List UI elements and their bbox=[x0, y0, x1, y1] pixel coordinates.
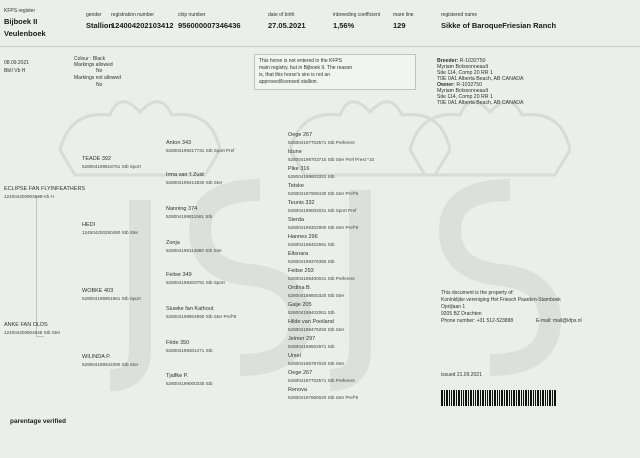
pedigree-g2-name: WOBKE 403 bbox=[82, 288, 114, 294]
markings-allowed-value: No bbox=[96, 68, 103, 74]
code-field: BbII Vb H bbox=[4, 68, 26, 74]
pedigree-g3-number: 528004199811561 Stb bbox=[166, 214, 213, 219]
pedigree-g4-name: Eltsnara bbox=[288, 251, 309, 257]
breeder-label: Breeder: bbox=[437, 58, 459, 64]
pedigree-g4-number: 528004198402691 Stb bbox=[288, 242, 335, 247]
property-line: 9205 BZ Drachten bbox=[441, 311, 482, 317]
pedigree-g4-number: 528004198502971 Stb bbox=[288, 344, 335, 349]
registered-name-value: Sikke of BaroqueFriesian Ranch bbox=[441, 21, 557, 30]
phone-number: Phone number: +31 512-523888 bbox=[441, 318, 514, 324]
pedigree-g4-number: 528004198402061 Stb bbox=[288, 310, 335, 315]
notice-box bbox=[254, 54, 416, 90]
register-value: Bijboek II bbox=[4, 17, 38, 26]
pedigree-g3-number: 528004199303791 Stb Sport bbox=[166, 280, 225, 285]
pedigree-g4-name: Renova bbox=[288, 387, 307, 393]
notice-line: is, that this horse's sire is not an bbox=[259, 72, 330, 78]
pedigree-g3-number: 528004199414830 Stb Ster bbox=[166, 180, 223, 185]
pedigree-g2-name: WILINDA P. bbox=[82, 354, 111, 360]
pedigree-g3-number: 528004199301471 Stb bbox=[166, 348, 213, 353]
pedigree-g4-name: Jelmer 297 bbox=[288, 336, 316, 342]
dam-number: 124004200804548 Stb Ster bbox=[4, 330, 61, 335]
owner-label: Owner: bbox=[437, 82, 455, 88]
pedigree-g4-number: 528004198600320 Stb Ster bbox=[288, 293, 345, 298]
mare-line-value: 129 bbox=[393, 21, 406, 30]
registration-number-label: registration number bbox=[111, 12, 155, 18]
markings-not-allowed-label: Markings not allowed bbox=[74, 75, 121, 81]
pedigree-g4-number: 528004197908430 Stb Ster Pref*6 bbox=[288, 191, 359, 196]
pedigree-g4-name: Oege 267 bbox=[288, 370, 313, 376]
pedigree-g4-name: Hilde van Pooiland bbox=[288, 319, 334, 325]
pedigree-g4-name: Idune bbox=[288, 149, 302, 155]
property-line: Koninklijke vereniging Het Friesch Paarden-Stamboek bbox=[441, 297, 561, 303]
pedigree-g3-name: Anton 343 bbox=[166, 140, 192, 146]
pedigree-g2-number: 528004199818761 Stb Sport bbox=[82, 164, 141, 169]
pedigree-g3-name: Feitse 349 bbox=[166, 272, 192, 278]
parentage-verified: parentage verified bbox=[10, 418, 66, 425]
pedigree-g4-name: Pike 316 bbox=[288, 166, 310, 172]
breeder-line: Myriam Bolssonneault bbox=[437, 64, 489, 70]
date-field: 08.09.2021 bbox=[4, 60, 30, 66]
pedigree-g4-number: 528004199302900 Stb Ster Pref*8 bbox=[288, 225, 359, 230]
owner-line: Site 114, Comp 20 RR 1 bbox=[437, 94, 493, 100]
pedigree-g4-number: 528004198703710 Stb Ster Pref Prest *10 bbox=[288, 157, 375, 162]
pedigree-g2-number: 528004199901951 Stb Sport bbox=[82, 296, 141, 301]
pedigree-g4-number: 528004198476250 Stb Ster bbox=[288, 327, 345, 332]
pedigree-g2-number: 124504200250480 Stb Ster bbox=[82, 230, 139, 235]
pedigree-g2-number: 528004199942390 Stb Ster bbox=[82, 362, 139, 367]
markings-not-allowed-value: No bbox=[96, 82, 103, 88]
pedigree-g2-name: TEADE 392 bbox=[82, 156, 112, 162]
property-line: This document is the property of: bbox=[441, 290, 514, 296]
pedigree-g4-number: 528004198400041 Stb Preferent bbox=[288, 276, 355, 281]
pedigree-connector bbox=[36, 336, 44, 337]
pedigree-g4-name: Sierda bbox=[288, 217, 304, 223]
gender-label: gender bbox=[86, 12, 102, 18]
chip-number-value: 956000007346436 bbox=[178, 21, 241, 30]
pedigree-g3-name: Nanning 374 bbox=[166, 206, 198, 212]
pedigree-g2-name: HEDI bbox=[82, 222, 96, 228]
property-line: Oprijlaan 1 bbox=[441, 304, 466, 310]
breeder-block bbox=[437, 58, 524, 106]
pedigree-g4-number: 528004197860020 Stb Ster Pref*5 bbox=[288, 395, 359, 400]
breeder-line: T0E 0A1 Alberta Beach, AB CANADA bbox=[437, 76, 524, 82]
date-of-birth-label: date of birth bbox=[268, 12, 295, 18]
registered-name-label: registered name bbox=[441, 12, 478, 18]
pedigree-connector bbox=[36, 196, 37, 336]
pedigree-g4-name: Gaije 205 bbox=[288, 302, 312, 308]
chip-number-label: chip number bbox=[178, 12, 206, 18]
dam-name: ANKE FAN OLDS bbox=[4, 322, 48, 328]
owner-line: T0E 0A1 Alberta Beach, AB CANADA bbox=[437, 100, 524, 106]
barcode bbox=[441, 390, 584, 406]
pedigree-g4-number: 528004198603331 Stb bbox=[288, 174, 335, 179]
pedigree-g4-name: Feitse 293 bbox=[288, 268, 314, 274]
pedigree-g4-name: Oege 267 bbox=[288, 132, 313, 138]
notice-line: approved/licensed stallion. bbox=[259, 79, 318, 85]
date-of-birth-value: 27.05.2021 bbox=[268, 21, 306, 30]
issued-date: issued 21.09.2021 bbox=[441, 372, 482, 378]
sire-name: ECLIPSE FAN FLYINFEATHERS bbox=[4, 186, 86, 192]
pedigree-g4-name: Ordina B. bbox=[288, 285, 312, 291]
pedigree-g4-name: Hannes 296 bbox=[288, 234, 318, 240]
pedigree-g4-number: 528004197702571 Stb Preferent bbox=[288, 140, 355, 145]
header-divider bbox=[0, 46, 640, 47]
pedigree-g4-name: Tetske bbox=[288, 183, 304, 189]
pedigree-g3-number: 528004199804990 Stb Ster Pref*8 bbox=[166, 314, 237, 319]
pedigree-g4-number: 528004198797020 Stb Ster bbox=[288, 361, 345, 366]
owner-line: Myriam Bolssonneault bbox=[437, 88, 489, 94]
pedigree-g4-name: Teunis 332 bbox=[288, 200, 315, 206]
pedigree-g3-name: Irma van 't Zuid bbox=[166, 172, 204, 178]
pedigree-g4-number: 528004198376360 Stb bbox=[288, 259, 335, 264]
pedigree-g3-name: Tjalfke P. bbox=[166, 373, 189, 379]
notice-line: This horse is not entered in the KFPS bbox=[259, 58, 343, 64]
colour-field: Colour : Black bbox=[74, 56, 106, 62]
notice-line: main registry, but in Bijboek II. The reason bbox=[259, 65, 353, 71]
inbreeding-label: inbreeding coefficient bbox=[333, 12, 381, 18]
pedigree-g3-number: 528004199000330 Stb bbox=[166, 381, 213, 386]
mare-line-label: mare line bbox=[393, 12, 414, 18]
breeder-id: R-1032750 bbox=[459, 58, 486, 64]
pedigree-g3-number: 528004199113880 Stb Ster bbox=[166, 248, 222, 253]
pedigree-g3-name: Zonja bbox=[166, 240, 180, 246]
pedigree-g3-name: Fêde 350 bbox=[166, 340, 190, 346]
sire-number: 124004200903620 Vb H bbox=[4, 194, 54, 199]
pedigree-g4-name: Ursel bbox=[288, 353, 301, 359]
inbreeding-value: 1,56% bbox=[333, 21, 355, 30]
pedigree-g3-name: Siuwke fan Kathout bbox=[166, 306, 214, 312]
email-address: E-mail: mail@kfps.nl bbox=[536, 318, 582, 324]
pedigree-g3-number: 528004199217731 Stb Sport Pref bbox=[166, 148, 235, 153]
registration-number-value: 124004202103412 bbox=[111, 21, 174, 30]
owner-id: R-1032750 bbox=[456, 82, 482, 88]
register-label: KFPS register bbox=[4, 8, 36, 14]
register-value-2: Veulenboek bbox=[4, 29, 46, 38]
breeder-line: Site 114, Comp 20 RR 1 bbox=[437, 70, 493, 76]
gender-value: Stallion bbox=[86, 21, 114, 30]
markings-allowed-label: Markings allowed bbox=[74, 62, 113, 68]
pedigree-g4-number: 528004197702571 Stb Preferent bbox=[288, 378, 355, 383]
pedigree-g4-number: 528004199002031 Stb Sport Pref bbox=[288, 208, 357, 213]
